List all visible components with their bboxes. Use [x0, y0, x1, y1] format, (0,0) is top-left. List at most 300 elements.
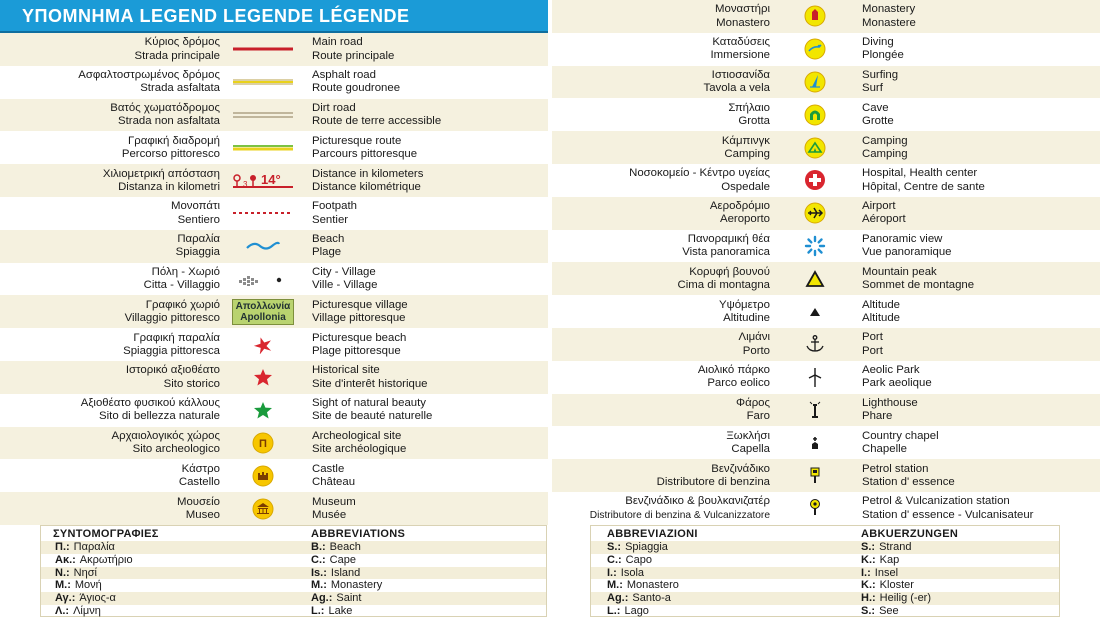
hospital-icon — [782, 166, 848, 194]
label-greek: Πόλη - Χωριό — [151, 265, 220, 278]
legend-label-greek-italian — [722, 134, 770, 160]
abbreviation-entry — [55, 541, 115, 554]
abbreviation-code: L.: — [607, 604, 621, 617]
label-english: Museum — [312, 495, 356, 508]
abbreviation-code: S.: — [861, 541, 876, 553]
legend-label-greek-italian — [125, 299, 220, 325]
abbreviation-meaning: Capo — [625, 553, 652, 566]
label-italian: Spiaggia — [175, 246, 220, 259]
label-greek: Φάρος — [736, 396, 770, 409]
label-english: Castle — [312, 462, 345, 475]
abbreviation-code: B.: — [311, 541, 326, 553]
dirt-road-icon — [230, 101, 296, 129]
label-italian: Citta - Villaggio — [143, 278, 220, 291]
label-greek: Ασφαλτοστρωμένος δρόμος — [78, 68, 220, 81]
label-french: Plage — [312, 246, 342, 259]
legend-label-greek-italian — [678, 266, 770, 292]
lighthouse-icon — [782, 396, 848, 424]
label-french: Chapelle — [862, 442, 907, 455]
label-italian: Aeroporto — [719, 213, 770, 226]
abbreviation-row — [591, 554, 1059, 567]
label-french: Distance kilométrique — [312, 180, 421, 193]
abbreviation-meaning: Isola — [620, 566, 645, 579]
legend-label-greek-italian — [110, 102, 220, 128]
left-legend-row — [0, 131, 548, 164]
abbreviation-row — [591, 592, 1059, 605]
abbreviation-entry — [55, 554, 133, 567]
label-french: Site archéologique — [312, 442, 407, 455]
left-legend-row — [0, 328, 548, 361]
camping-icon — [782, 134, 848, 162]
label-italian: Immersione — [710, 49, 770, 62]
abbreviation-meaning: Saint — [336, 592, 362, 605]
label-french: Aéroport — [862, 213, 906, 226]
abbreviation-code: L.: — [311, 604, 325, 617]
abbreviation-code: M.: — [311, 579, 327, 592]
label-english: Dirt road — [312, 101, 356, 114]
abbreviation-code: Λ.: — [55, 604, 70, 617]
label-greek: Πανοραμική θέα — [687, 232, 770, 245]
legend-label-english-french — [312, 36, 394, 62]
left-legend-row — [0, 164, 548, 197]
chapel-icon — [782, 429, 848, 457]
picturesque-village-badge: Απολλωνία Apollonia — [232, 299, 295, 325]
label-french: Site d'interêt historique — [312, 377, 428, 390]
legend-label-greek-italian — [123, 331, 220, 357]
abbreviations-heading-english: ABBREVIATIONS — [311, 528, 406, 540]
legend-label-english-french — [862, 495, 1033, 521]
label-english: Mountain peak — [862, 265, 937, 278]
left-legend-row — [0, 66, 548, 99]
abbreviation-meaning: Μονή — [74, 579, 102, 592]
abbreviation-meaning: Lake — [328, 604, 353, 617]
right-legend-row — [552, 131, 1100, 164]
abbreviation-entry — [55, 579, 102, 592]
label-english: Port — [862, 331, 883, 344]
legend-label-greek-italian — [704, 69, 771, 95]
label-french: Ville - Village — [312, 278, 378, 291]
label-italian: Monastero — [716, 16, 770, 29]
label-french: Musée — [312, 508, 347, 521]
label-french: Monastere — [862, 16, 916, 29]
label-french: Grotte — [862, 114, 894, 127]
abbreviation-entry — [861, 541, 911, 554]
label-english: Surfing — [862, 68, 899, 81]
label-greek: Βενζινάδικο — [711, 462, 770, 475]
distance-small-label: 3 — [243, 179, 248, 189]
abbreviation-code: Ν.: — [55, 566, 70, 579]
label-italian: Villaggio pittoresco — [124, 311, 220, 324]
abbreviation-meaning: Heilig (-er) — [879, 592, 932, 605]
distance-large-label: 14° — [261, 171, 281, 187]
svg-text:Π: Π — [259, 437, 267, 450]
petrol-vulcan-icon — [782, 494, 848, 522]
label-greek: Αρχαιολογικός χώρος — [111, 429, 220, 442]
label-greek: Γραφική παραλία — [133, 331, 220, 344]
label-english: Camping — [862, 134, 908, 147]
label-italian: Sito storico — [163, 377, 220, 390]
abbreviation-meaning: Lago — [624, 604, 649, 617]
abbreviation-meaning: Monastero — [626, 579, 679, 592]
legend-label-english-french — [862, 364, 932, 390]
abbreviation-row — [41, 592, 546, 605]
abbreviation-entry — [55, 592, 116, 605]
legend-label-greek-italian — [710, 200, 770, 226]
legend-label-greek-italian — [171, 200, 220, 226]
archeological-icon — [230, 429, 296, 457]
legend-label-greek-italian — [726, 430, 770, 456]
label-greek: Βατός χωματόδρομος — [110, 101, 220, 114]
left-legend-row — [0, 33, 548, 66]
abbreviation-row — [41, 605, 546, 618]
abbreviation-row — [41, 541, 546, 554]
legend-label-english-french — [862, 298, 900, 324]
mountain-peak-icon — [782, 265, 848, 293]
abbreviation-entry — [861, 605, 899, 618]
abbreviation-code: H.: — [861, 592, 876, 605]
abbreviation-code: Μ.: — [55, 579, 71, 592]
label-english: Picturesque village — [312, 298, 408, 311]
legend-label-english-french — [862, 36, 904, 62]
altitude-icon — [782, 298, 848, 326]
label-french: Phare — [862, 409, 893, 422]
legend-label-greek-italian — [738, 331, 770, 357]
cave-icon — [782, 101, 848, 129]
legend-label-english-french — [312, 331, 406, 357]
abbreviations-rows-left — [41, 541, 546, 618]
right-legend-row — [552, 0, 1100, 33]
historical-site-icon — [230, 363, 296, 391]
legend-rows-right — [552, 0, 1100, 525]
legend-label-english-french — [312, 167, 423, 193]
abbreviation-meaning: Λίμνη — [73, 604, 101, 617]
legend-label-greek-italian — [736, 397, 770, 423]
legend-label-greek-italian — [176, 233, 220, 259]
asphalt-road-icon — [230, 68, 296, 96]
label-greek: Μοναστήρι — [715, 3, 770, 16]
right-legend-row — [552, 262, 1100, 295]
label-italian: Spiaggia pittoresca — [123, 344, 220, 357]
legend-label-greek-italian — [728, 102, 770, 128]
abbreviation-entry — [311, 567, 360, 580]
abbreviations-heading-greek: ΣΥΝΤΟΜΟΓΡΑΦΙΕΣ — [53, 528, 159, 540]
label-english: Lighthouse — [862, 396, 918, 409]
label-italian: Museo — [185, 508, 220, 521]
label-greek: Γραφική διαδρομή — [128, 134, 220, 147]
label-english: City - Village — [312, 265, 376, 278]
legend-label-english-french — [862, 167, 985, 193]
label-italian: Distributore di benzina — [656, 475, 770, 488]
abbreviation-entry — [311, 592, 361, 605]
legend-label-english-french — [312, 102, 441, 128]
abbreviation-entry — [607, 541, 668, 554]
label-french: Village pittoresque — [312, 311, 406, 324]
abbreviation-entry — [607, 592, 671, 605]
label-french: Station d' essence - Vulcanisateur — [862, 508, 1034, 521]
abbreviation-row — [591, 579, 1059, 592]
abbreviation-meaning: Cape — [329, 553, 356, 566]
label-italian: Vista panoramica — [682, 245, 770, 258]
legend-label-english-french — [862, 430, 939, 456]
legend-label-greek-italian — [78, 69, 220, 95]
legend-label-english-french — [862, 69, 898, 95]
legend-rows-left — [0, 33, 548, 525]
label-italian: Altitudine — [723, 311, 770, 324]
label-greek: Νοσοκομείο - Κέντρο υγείας — [629, 167, 770, 180]
left-legend-row — [0, 492, 548, 525]
legend-label-english-french — [312, 463, 355, 489]
label-italian: Castello — [178, 475, 220, 488]
label-french: Château — [312, 475, 356, 488]
label-french: Plage pittoresque — [312, 344, 401, 357]
legend-label-english-french — [312, 397, 432, 423]
abbreviations-panel-greek-english — [40, 525, 547, 617]
legend-label-english-french — [312, 135, 417, 161]
label-italian: Camping — [724, 147, 770, 160]
label-english: Sight of natural beauty — [312, 396, 426, 409]
abbreviation-entry — [311, 541, 361, 554]
label-english: Monastery — [862, 3, 916, 16]
label-greek: Παραλία — [177, 232, 220, 245]
abbreviation-meaning: Παραλία — [73, 541, 115, 553]
label-english: Aeolic Park — [862, 363, 920, 376]
label-italian: Strada asfaltata — [140, 82, 220, 95]
label-italian: Distributore di benzina & Vulcanizzatore — [589, 509, 770, 521]
legend-label-greek-italian — [682, 233, 770, 259]
label-italian: Strada principale — [134, 49, 220, 62]
label-italian: Strada non asfaltata — [118, 114, 220, 127]
abbreviation-code: Π.: — [55, 541, 70, 553]
abbreviation-code: Αγ.: — [55, 592, 76, 605]
abbreviation-meaning: Spiaggia — [625, 541, 668, 553]
label-french: Surf — [862, 81, 883, 94]
abbreviation-row — [41, 579, 546, 592]
abbreviations-rows-right — [591, 541, 1059, 618]
legend-label-english-french — [312, 266, 377, 292]
panoramic-icon — [782, 232, 848, 260]
abbreviation-code: Ag.: — [311, 592, 333, 605]
right-legend-row — [552, 33, 1100, 66]
legend-label-english-french — [862, 233, 952, 259]
legend-title: ΥΠΟΜΝΗΜΑ LEGEND LEGENDE LÉGENDE — [22, 6, 410, 26]
legend-label-english-french — [312, 430, 406, 456]
natural-beauty-icon — [230, 396, 296, 424]
label-greek: Χιλιομετρική απόσταση — [102, 167, 220, 180]
abbreviation-code: Ag.: — [607, 592, 629, 605]
label-greek: Μονοπάτι — [170, 200, 220, 213]
label-french: Station d' essence — [862, 475, 955, 488]
label-italian: Sito archeologico — [132, 442, 220, 455]
legend-label-greek-italian — [135, 36, 220, 62]
label-english: Asphalt road — [312, 68, 376, 81]
label-english: Main road — [312, 36, 363, 49]
legend-label-english-french — [312, 233, 344, 259]
label-french: Vue panoramique — [862, 245, 952, 258]
abbreviations-heading-german: ABKUERZUNGEN — [861, 528, 959, 540]
label-english: Beach — [312, 232, 345, 245]
left-legend-row — [0, 197, 548, 230]
label-greek: Ιστιοσανίδα — [711, 68, 770, 81]
label-italian: Percorso pittoresco — [121, 147, 220, 160]
legend-label-english-french — [862, 397, 918, 423]
left-legend-row — [0, 459, 548, 492]
label-italian: Sentiero — [177, 213, 220, 226]
label-greek: Γραφικό χωριό — [145, 298, 220, 311]
right-legend-row — [552, 426, 1100, 459]
footpath-icon — [230, 199, 296, 227]
abbreviation-meaning: Άγιος-α — [79, 592, 116, 605]
label-italian: Distanza in kilometri — [118, 180, 220, 193]
main-road-icon — [230, 35, 296, 63]
abbreviations-heading-italian: ABBREVIAZIONI — [607, 528, 698, 540]
label-french: Sentier — [312, 213, 349, 226]
city-village-icon — [230, 265, 296, 293]
abbreviation-entry — [607, 579, 679, 592]
abbreviation-entry — [861, 554, 899, 567]
right-legend-row — [552, 328, 1100, 361]
label-greek: Βενζινάδικο & βουλκανιζατέρ — [625, 495, 770, 508]
legend-label-english-french — [862, 462, 955, 488]
label-french: Site de beauté naturelle — [312, 410, 433, 423]
label-greek: Λιμάνι — [738, 331, 770, 344]
legend-label-english-french — [862, 200, 906, 226]
legend-label-greek-italian — [81, 397, 220, 423]
label-italian: Tavola a vela — [703, 81, 770, 94]
abbreviation-entry — [311, 605, 352, 618]
label-greek: Μουσείο — [176, 495, 220, 508]
legend-label-greek-italian — [657, 462, 770, 488]
label-greek: Κάστρο — [181, 462, 220, 475]
abbreviation-code: I.: — [607, 566, 617, 579]
picturesque-route-icon — [230, 134, 296, 162]
label-french: Port — [862, 344, 883, 357]
right-legend-row — [552, 492, 1100, 525]
right-legend-row — [552, 98, 1100, 131]
legend-label-english-french — [862, 266, 974, 292]
label-greek: Ξωκλήσι — [726, 429, 770, 442]
legend-label-english-french — [312, 364, 428, 390]
legend-label-greek-italian — [144, 266, 220, 292]
legend-label-english-french — [312, 495, 356, 521]
monastery-icon — [782, 2, 848, 30]
label-italian: Parco eolico — [707, 377, 770, 390]
abbreviation-meaning: Island — [330, 566, 361, 579]
label-italian: Grotta — [738, 114, 770, 127]
distance-icon — [230, 167, 296, 195]
legend-label-greek-italian — [103, 167, 220, 193]
left-legend-row — [0, 295, 548, 328]
label-french: Route goudronee — [312, 82, 401, 95]
abbreviation-meaning: Νησί — [73, 566, 97, 579]
abbreviation-code: M.: — [607, 579, 623, 592]
label-english: Archeological site — [312, 429, 402, 442]
left-legend-row — [0, 99, 548, 132]
legend-label-greek-italian — [715, 3, 770, 29]
legend-label-english-french — [862, 102, 894, 128]
beach-icon — [230, 232, 296, 260]
legend-label-english-french — [312, 69, 400, 95]
port-icon — [782, 330, 848, 358]
label-french: Park aeolique — [862, 377, 932, 390]
abbreviation-row — [591, 541, 1059, 554]
label-english: Picturesque route — [312, 134, 402, 147]
surfing-icon — [782, 68, 848, 96]
abbreviation-code: K.: — [861, 579, 876, 592]
abbreviation-code: I.: — [861, 566, 871, 579]
diving-icon — [782, 35, 848, 63]
legend-label-greek-italian — [126, 364, 220, 390]
label-english: Diving — [862, 35, 894, 48]
label-greek: Καταδύσεις — [712, 35, 770, 48]
museum-icon — [230, 495, 296, 523]
petrol-icon — [782, 462, 848, 490]
legend-label-english-french — [862, 331, 883, 357]
legend-label-greek-italian — [590, 495, 770, 521]
label-english: Altitude — [862, 298, 900, 311]
abbreviation-code: C.: — [311, 553, 326, 566]
label-greek: Σπήλαιο — [728, 101, 770, 114]
abbreviation-meaning: Kloster — [879, 579, 914, 592]
label-italian: Cima di montagna — [677, 278, 770, 291]
right-legend-row — [552, 230, 1100, 263]
label-italian: Faro — [746, 409, 770, 422]
legend-label-english-french — [312, 299, 408, 325]
airport-icon — [782, 199, 848, 227]
picturesque-beach-icon — [230, 331, 296, 359]
label-english: Panoramic view — [862, 232, 943, 245]
label-english: Footpath — [312, 200, 357, 213]
label-english: Hospital, Health center — [862, 167, 978, 180]
abbreviation-code: S.: — [861, 604, 876, 617]
left-legend-row — [0, 263, 548, 296]
abbreviation-meaning: Strand — [879, 541, 912, 553]
right-legend-row — [552, 197, 1100, 230]
label-french: Altitude — [862, 311, 900, 324]
label-greek: Κορυφή βουνού — [689, 265, 770, 278]
abbreviation-entry — [55, 605, 101, 618]
legend-label-greek-italian — [710, 36, 770, 62]
left-legend-row — [0, 230, 548, 263]
legend-label-greek-italian — [629, 167, 770, 193]
abbreviation-row — [41, 554, 546, 567]
label-greek: Υψόμετρο — [718, 298, 770, 311]
left-legend-row — [0, 394, 548, 427]
right-legend-row — [552, 361, 1100, 394]
label-italian: Porto — [742, 344, 770, 357]
label-french: Parcours pittoresque — [312, 147, 418, 160]
right-legend-row — [552, 164, 1100, 197]
label-italian: Sito di bellezza naturale — [99, 410, 220, 423]
label-greek: Αξιοθέατο φυσικού κάλλους — [80, 396, 220, 409]
label-greek: Αιολικό πάρκο — [697, 363, 770, 376]
label-english: Picturesque beach — [312, 331, 407, 344]
legend-label-greek-italian — [719, 298, 770, 324]
label-english: Petrol & Vulcanization station — [862, 495, 1010, 508]
right-legend-row — [552, 459, 1100, 492]
right-legend-row — [552, 295, 1100, 328]
legend-label-greek-italian — [112, 430, 220, 456]
aeolic-park-icon — [782, 363, 848, 391]
castle-icon — [230, 462, 296, 490]
label-english: Historical site — [312, 364, 380, 377]
legend-label-english-french — [862, 134, 908, 160]
abbreviation-entry — [607, 554, 652, 567]
label-french: Sommet de montagne — [862, 278, 975, 291]
label-italian: Ospedale — [721, 180, 770, 193]
right-legend-row — [552, 66, 1100, 99]
abbreviation-entry — [861, 592, 931, 605]
label-greek: Κάμπινγκ — [721, 134, 770, 147]
